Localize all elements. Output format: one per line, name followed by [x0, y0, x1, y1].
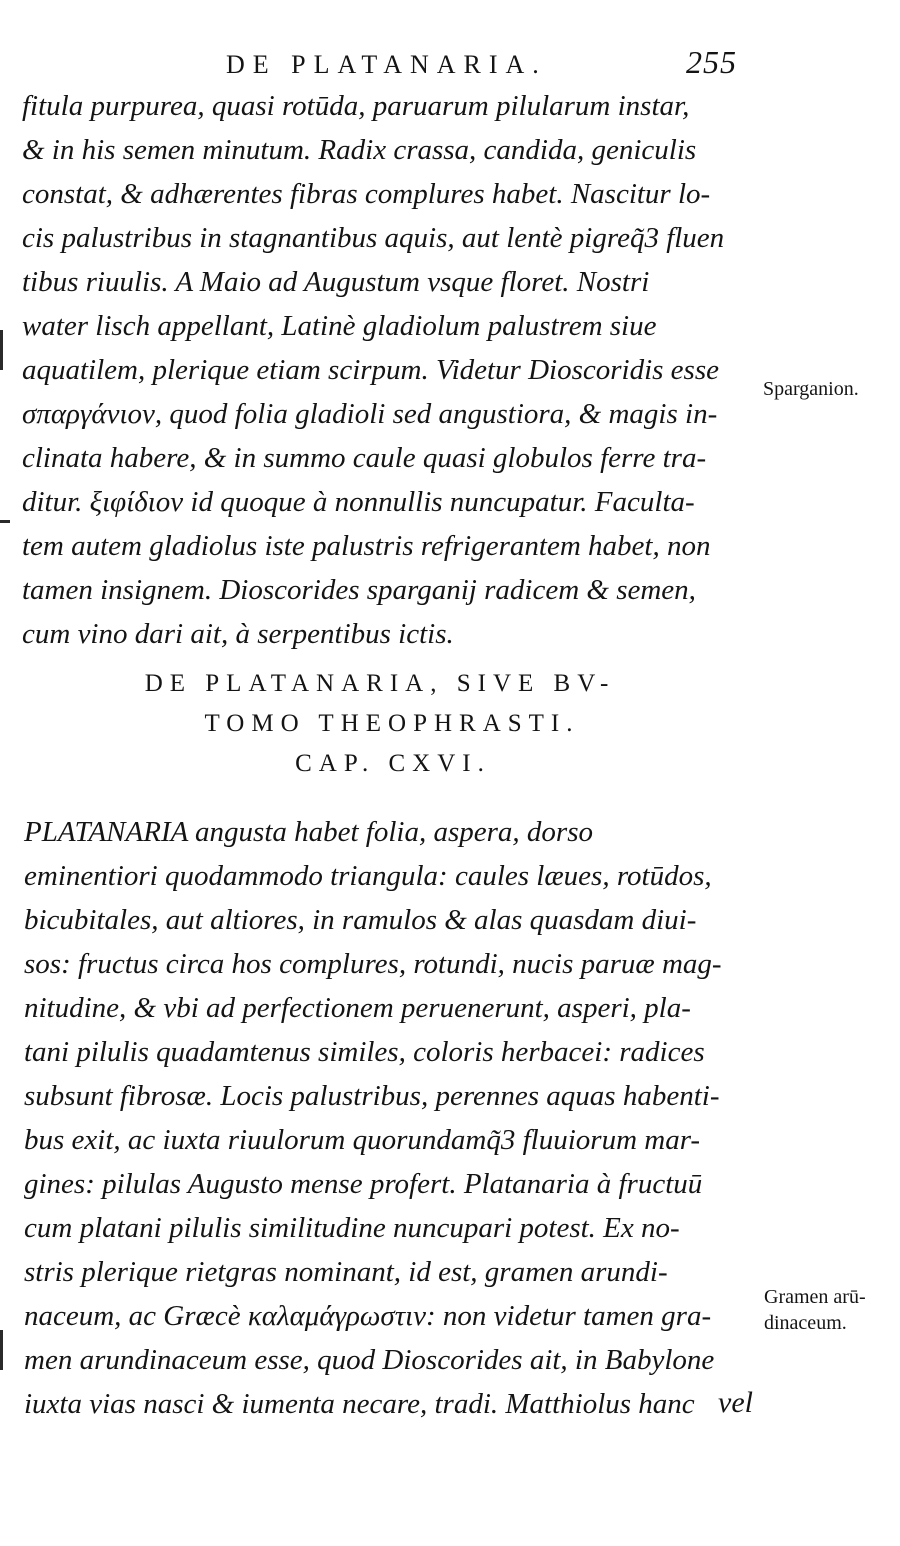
- text-line: cum platani pilulis similitudine nuncupari potest. Ex no-: [24, 1212, 680, 1244]
- text-line: men arundinaceum esse, quod Dioscorides ait, in Babylone: [24, 1344, 715, 1376]
- text-line: water lisch appellant, Latinè gladiolum palustrem siue: [22, 310, 657, 342]
- text-line: tamen insignem. Dioscorides sparganij radicem & semen,: [22, 574, 696, 606]
- chapter-heading: [0, 664, 760, 784]
- text-line: eminentiori quodammodo triangula: caules læues, rotūdos,: [24, 860, 712, 892]
- text-line: naceum, ac Græcè καλαμάγρωστιν: non videtur tamen gra-: [24, 1300, 712, 1332]
- text-line: nitudine, & vbi ad perfectionem peruenerunt, asperi, pla-: [24, 992, 691, 1024]
- text-line: cum vino dari ait, à serpentibus ictis.: [22, 618, 454, 650]
- running-title: DE PLATANARIA.: [226, 50, 547, 79]
- text-line: clinata habere, & in summo caule quasi globulos ferre tra-: [22, 442, 707, 474]
- text-line: σπαργάνιον, quod folia gladioli sed angustiora, & magis in-: [22, 398, 718, 430]
- page-edge-mark: [0, 330, 3, 370]
- page-number: 255: [686, 44, 737, 80]
- page-edge-mark: [0, 1330, 3, 1370]
- text-line: tani pilulis quadamtenus similes, coloris herbacei: radices: [24, 1036, 705, 1068]
- text-line: stris plerique rietgras nominant, id est, gramen arundi-: [24, 1256, 668, 1288]
- text-line: PLATANARIA angusta habet folia, aspera, dorso: [24, 816, 593, 848]
- chapter-heading-line: DE PLATANARIA, SIVE BV-: [144, 670, 616, 697]
- body-text-block-2: [24, 810, 764, 1426]
- chapter-number: CAP. CXVI.: [295, 750, 491, 777]
- page-edge-mark: [0, 520, 10, 523]
- text-line: sos: fructus circa hos complures, rotundi, nucis paruæ mag-: [24, 948, 722, 980]
- text-line: subsunt fibrosæ. Locis palustribus, perennes aquas habenti-: [24, 1080, 720, 1112]
- body-text-block-1: [22, 84, 762, 656]
- margin-note-line: dinaceum.: [764, 1312, 847, 1334]
- margin-note-line: Gramen arū-: [764, 1286, 866, 1308]
- text-line: & in his semen minutum. Radix crassa, candida, geniculis: [22, 134, 697, 166]
- text-line: fitula purpurea, quasi rotūda, paruarum pilularum instar,: [22, 90, 690, 122]
- chapter-heading-line: TOMO THEOPHRASTI.: [204, 710, 580, 737]
- text-line: bus exit, ac iuxta riuulorum quorundamq̃3 fluuiorum mar-: [24, 1124, 701, 1156]
- margin-note-sparganion: Sparganion.: [763, 378, 859, 400]
- text-line: bicubitales, aut altiores, in ramulos & alas quasdam diui-: [24, 904, 697, 936]
- text-line: ditur. ξιφίδιον id quoque à nonnullis nuncupatur. Faculta-: [22, 486, 695, 518]
- text-line: aquatilem, plerique etiam scirpum. Videtur Dioscoridis esse: [22, 354, 719, 386]
- catchword: vel: [718, 1386, 753, 1419]
- margin-note-gramen: [764, 1284, 866, 1336]
- text-line: tibus riuulis. A Maio ad Augustum vsque floret. Nostri: [22, 266, 650, 298]
- text-line: tem autem gladiolus iste palustris refrigerantem habet, non: [22, 530, 711, 562]
- text-line: gines: pilulas Augusto mense profert. Platanaria à fructuū: [24, 1168, 703, 1200]
- text-line: constat, & adhærentes fibras complures habet. Nascitur lo-: [22, 178, 711, 210]
- text-line: iuxta vias nasci & iumenta necare, tradi. Matthiolus hanc: [24, 1388, 695, 1420]
- text-line: cis palustribus in stagnantibus aquis, aut lentè pigreq̃3 fluen: [22, 222, 725, 254]
